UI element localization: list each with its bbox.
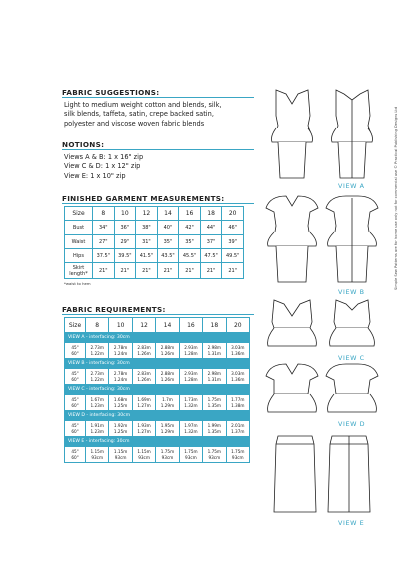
table-header-cell: 14 xyxy=(156,318,179,333)
cell-value: 1.38m xyxy=(231,402,245,408)
cell-value: 93cm xyxy=(114,454,127,460)
table-cell xyxy=(179,447,202,463)
table-cell xyxy=(109,395,132,411)
table-header-cell: 20 xyxy=(222,207,244,221)
fabric-width-label: 60" xyxy=(71,428,79,434)
table-cell xyxy=(156,343,179,359)
notions-line: View E: 1 x 10" zip xyxy=(64,171,126,180)
table-cell xyxy=(203,395,226,411)
cell-value: 1.22m xyxy=(90,376,104,382)
cell-value: 1.27m xyxy=(137,402,151,408)
fabric-width-cell xyxy=(65,447,86,463)
table-cell xyxy=(203,369,226,385)
cell-value: 1.22m xyxy=(90,350,104,356)
table-cell xyxy=(86,395,109,411)
table-cell: 45.5" xyxy=(179,249,201,263)
cell-value: 1.37m xyxy=(231,428,245,434)
table-cell: 47.5" xyxy=(200,249,222,263)
cell-value: 1.24m xyxy=(113,350,128,356)
cell-value: 1.26m xyxy=(160,350,175,356)
table-cell: 40" xyxy=(157,221,179,235)
table-cell: 43.5" xyxy=(157,249,179,263)
table-row xyxy=(65,249,244,263)
cell-value: 2.88m xyxy=(160,371,175,376)
cell-value: 1.75m xyxy=(207,449,222,454)
view-section-title: VIEW B - interfacing: 30cm xyxy=(65,359,250,369)
cell-value: 1.75m xyxy=(160,449,175,454)
table-row xyxy=(65,447,250,463)
table-cell: 39" xyxy=(222,235,244,249)
cell-value: 2.98m xyxy=(207,371,222,376)
view-section-title: VIEW C - interfacing: 30cm xyxy=(65,385,250,395)
table-cell: 35" xyxy=(179,235,201,249)
fabric-width-label: 45" xyxy=(71,449,79,454)
table-header-cell: 10 xyxy=(109,318,132,333)
fabric-width-label: 45" xyxy=(71,371,79,376)
fabric-width-cell xyxy=(65,421,86,437)
table-cell xyxy=(203,421,226,437)
fabric-suggestions-text xyxy=(64,101,222,129)
table-cell xyxy=(132,369,155,385)
fabric-suggestion-line: Light to medium weight cotton and blends, silk, xyxy=(64,101,222,109)
view-section-row xyxy=(65,437,250,447)
table-header-cell: 16 xyxy=(179,318,202,333)
table-row xyxy=(65,395,250,411)
table-cell xyxy=(86,369,109,385)
cell-value: 2.73m xyxy=(90,371,104,376)
cell-value: 1.75m xyxy=(231,449,245,454)
table-cell: 37.5" xyxy=(93,249,115,263)
fabric-width-cell xyxy=(65,343,86,359)
cell-value: 93cm xyxy=(208,454,221,460)
cell-value: 3.03m xyxy=(231,345,245,350)
heading-rule xyxy=(62,203,254,204)
table-cell xyxy=(132,421,155,437)
table-cell xyxy=(179,343,202,359)
view-section-row xyxy=(65,359,250,369)
cell-value: 1.36m xyxy=(231,350,245,356)
waist-to-hem-note: *waist to hem xyxy=(64,281,91,286)
view-e-label: VIEW E xyxy=(338,519,365,527)
cell-value: 1.29m xyxy=(160,402,175,408)
copyright-notice: Simple Sew Patterns are for home use only not for commercial use © Practical Publishing Designs Ltd xyxy=(394,106,398,290)
cell-value: 2.93m xyxy=(184,345,198,350)
table-cell: 21" xyxy=(179,263,201,279)
table-cell xyxy=(203,447,226,463)
cell-value: 2.78m xyxy=(113,345,128,350)
table-header-row xyxy=(65,318,250,333)
table-cell xyxy=(132,395,155,411)
table-cell: 21" xyxy=(200,263,222,279)
cell-value: 1.92m xyxy=(113,423,128,428)
table-cell xyxy=(109,343,132,359)
table-header-cell: 8 xyxy=(86,318,109,333)
cell-value: 2.98m xyxy=(207,345,222,350)
table-cell xyxy=(226,421,249,437)
table-row xyxy=(65,343,250,359)
cell-value: 2.73m xyxy=(90,345,104,350)
cell-value: 93cm xyxy=(185,454,197,460)
table-cell xyxy=(226,369,249,385)
cell-value: 1.24m xyxy=(113,376,128,382)
fabric-width-label: 45" xyxy=(71,397,79,402)
cell-value: 3.03m xyxy=(231,371,245,376)
table-header-cell: 8 xyxy=(93,207,115,221)
table-header-cell: 18 xyxy=(203,318,226,333)
notions-heading: NOTIONS: xyxy=(62,140,105,149)
view-a-dress-illustration xyxy=(268,86,380,182)
row-label: Bust xyxy=(65,221,93,235)
cell-value: 1.15m xyxy=(113,449,128,454)
fabric-width-label: 45" xyxy=(71,423,79,428)
cell-value: 93cm xyxy=(138,454,150,460)
view-c-top-illustration xyxy=(266,296,380,352)
table-header-cell: 16 xyxy=(179,207,201,221)
table-cell: 49.5" xyxy=(222,249,244,263)
table-cell xyxy=(86,447,109,463)
cell-value: 1.93m xyxy=(137,423,151,428)
notions-line: View C & D: 1 x 12" zip xyxy=(64,162,141,171)
table-cell xyxy=(179,369,202,385)
cell-value: 1.68m xyxy=(113,397,128,402)
cell-value: 1.26m xyxy=(137,376,151,382)
table-cell xyxy=(179,395,202,411)
cell-value: 1.25m xyxy=(113,402,128,408)
cell-value: 2.93m xyxy=(184,371,198,376)
cell-value: 93cm xyxy=(231,454,244,460)
row-label: Waist xyxy=(65,235,93,249)
fabric-width-label: 60" xyxy=(71,402,79,408)
table-cell: 34" xyxy=(93,221,115,235)
table-header-row xyxy=(65,207,244,221)
table-cell xyxy=(156,369,179,385)
table-cell xyxy=(226,343,249,359)
cell-value: 1.25m xyxy=(113,428,128,434)
cell-value: 1.91m xyxy=(90,423,104,428)
table-header-cell: 14 xyxy=(157,207,179,221)
cell-value: 1.97m xyxy=(184,423,198,428)
cell-value: 1.31m xyxy=(207,376,222,382)
cell-value: 1.7m xyxy=(162,397,173,402)
fabric-width-label: 45" xyxy=(71,345,79,350)
cell-value: 1.28m xyxy=(184,350,198,356)
table-row xyxy=(65,221,244,235)
fabric-width-label: 60" xyxy=(71,454,79,460)
cell-value: 1.67m xyxy=(90,397,104,402)
cell-value: 1.75m xyxy=(184,449,198,454)
fabric-suggestion-line: polyester and viscose woven fabric blends xyxy=(64,119,205,128)
cell-value: 2.83m xyxy=(137,345,151,350)
cell-value: 93cm xyxy=(161,454,174,460)
cell-value: 1.35m xyxy=(207,428,222,434)
cell-value: 1.28m xyxy=(184,376,198,382)
table-cell xyxy=(156,395,179,411)
table-cell xyxy=(109,369,132,385)
cell-value: 2.78m xyxy=(113,371,128,376)
table-row xyxy=(65,421,250,437)
table-cell xyxy=(203,343,226,359)
table-cell: 21" xyxy=(222,263,244,279)
heading-rule xyxy=(62,314,254,315)
table-header-cell: 20 xyxy=(226,318,249,333)
view-section-row xyxy=(65,333,250,343)
notions-line: Views A & B: 1 x 16" zip xyxy=(64,153,144,161)
table-header-cell: 12 xyxy=(132,318,155,333)
table-header-cell: 12 xyxy=(136,207,158,221)
view-section-title: VIEW D - interfacing: 30cm xyxy=(65,411,250,421)
view-b-dress-illustration xyxy=(262,192,382,288)
table-row xyxy=(65,263,244,279)
view-section-title: VIEW A - interfacing: 30cm xyxy=(65,333,250,343)
table-row xyxy=(65,369,250,385)
table-cell: 42" xyxy=(179,221,201,235)
table-cell: 41.5" xyxy=(136,249,158,263)
table-cell: 46" xyxy=(222,221,244,235)
table-cell xyxy=(226,447,249,463)
table-cell: 21" xyxy=(114,263,136,279)
fabric-width-cell xyxy=(65,369,86,385)
cell-value: 1.77m xyxy=(231,397,245,402)
table-cell xyxy=(86,343,109,359)
cell-value: 1.99m xyxy=(207,423,222,428)
view-d-top-illustration xyxy=(262,360,382,420)
cell-value: 1.73m xyxy=(184,397,198,402)
table-cell: 35" xyxy=(157,235,179,249)
row-label: Hips xyxy=(65,249,93,263)
table-cell: 37" xyxy=(200,235,222,249)
cell-value: 1.69m xyxy=(137,397,151,402)
table-cell: 27" xyxy=(93,235,115,249)
cell-value: 1.23m xyxy=(90,402,104,408)
cell-value: 1.27m xyxy=(137,428,151,434)
finished-measurements-table xyxy=(64,206,244,279)
table-cell: 36" xyxy=(114,221,136,235)
table-cell: 31" xyxy=(136,235,158,249)
fabric-width-label: 60" xyxy=(71,350,79,356)
cell-value: 1.36m xyxy=(231,376,245,382)
view-section-row xyxy=(65,385,250,395)
table-cell xyxy=(226,395,249,411)
table-cell xyxy=(132,343,155,359)
table-cell xyxy=(109,447,132,463)
table-header-cell: Size xyxy=(65,207,93,221)
view-e-skirt-illustration xyxy=(270,430,378,518)
heading-rule xyxy=(62,97,254,98)
table-cell: 39.5" xyxy=(114,249,136,263)
row-label: Skirt length* xyxy=(65,263,93,279)
cell-value: 1.31m xyxy=(207,350,222,356)
cell-value: 1.29m xyxy=(160,428,175,434)
view-b-label: VIEW B xyxy=(338,288,365,296)
view-section-title: VIEW E - interfacing: 30cm xyxy=(65,437,250,447)
table-cell xyxy=(179,421,202,437)
heading-rule xyxy=(62,149,254,150)
cell-value: 1.35m xyxy=(207,402,222,408)
table-cell xyxy=(132,447,155,463)
fabric-width-cell xyxy=(65,395,86,411)
cell-value: 1.26m xyxy=(137,350,151,356)
fabric-requirements-heading: FABRIC REQUIREMENTS: xyxy=(62,305,166,314)
table-cell: 21" xyxy=(157,263,179,279)
table-cell xyxy=(86,421,109,437)
view-a-label: VIEW A xyxy=(338,182,365,190)
cell-value: 1.95m xyxy=(160,423,175,428)
cell-value: 1.32m xyxy=(184,428,198,434)
cell-value: 93cm xyxy=(91,454,104,460)
table-cell: 44" xyxy=(200,221,222,235)
cell-value: 2.01m xyxy=(231,423,245,428)
fabric-width-label: 60" xyxy=(71,376,79,382)
table-cell xyxy=(156,447,179,463)
table-cell: 38" xyxy=(136,221,158,235)
fabric-suggestions-heading: FABRIC SUGGESTIONS: xyxy=(62,88,160,97)
table-cell: 21" xyxy=(93,263,115,279)
table-cell: 29" xyxy=(114,235,136,249)
table-row xyxy=(65,235,244,249)
cell-value: 1.75m xyxy=(207,397,222,402)
cell-value: 1.26m xyxy=(160,376,175,382)
table-header-cell: 10 xyxy=(114,207,136,221)
cell-value: 2.83m xyxy=(137,371,151,376)
table-cell: 21" xyxy=(136,263,158,279)
cell-value: 1.15m xyxy=(137,449,151,454)
table-header-cell: 18 xyxy=(200,207,222,221)
cell-value: 1.32m xyxy=(184,402,198,408)
cell-value: 1.15m xyxy=(90,449,104,454)
cell-value: 2.88m xyxy=(160,345,175,350)
table-cell xyxy=(156,421,179,437)
cell-value: 1.23m xyxy=(90,428,104,434)
finished-measurements-heading: FINISHED GARMENT MEASUREMENTS: xyxy=(62,194,225,203)
view-d-label: VIEW D xyxy=(338,420,366,428)
table-cell xyxy=(109,421,132,437)
fabric-suggestion-line: silk blends, taffeta, satin, crepe backed satin, xyxy=(64,110,214,119)
table-header-cell: Size xyxy=(65,318,86,333)
view-section-row xyxy=(65,411,250,421)
fabric-requirements-table xyxy=(64,317,250,463)
notions-text xyxy=(64,153,143,181)
view-c-label: VIEW C xyxy=(338,354,365,362)
